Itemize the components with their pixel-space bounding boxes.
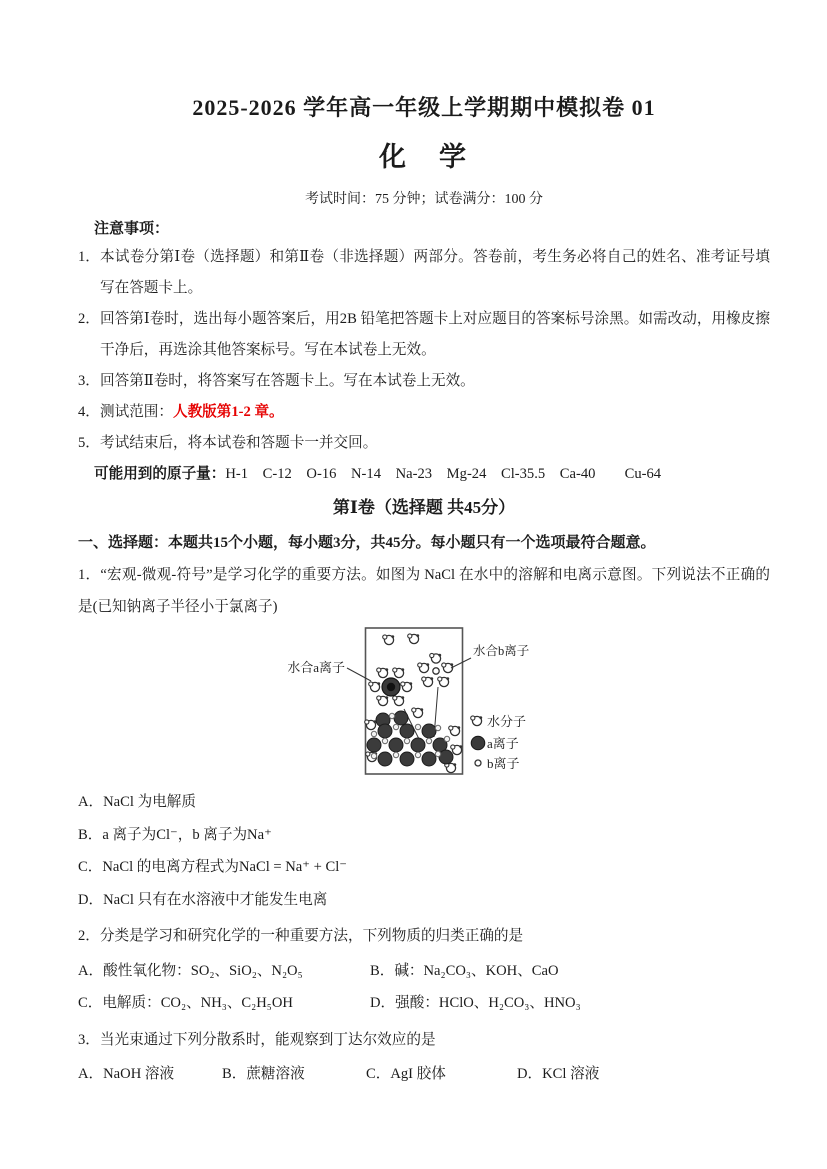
nacl-dissolution-diagram [288,625,540,783]
question2-option-d [370,987,770,1020]
crystal-lattice-group [365,708,463,773]
hydrated-a-label: 水合a离子 [288,660,345,675]
option-label: D． [370,995,396,1011]
atomic-masses-line [94,459,770,489]
notice-item-text: 回答第Ⅰ卷时，选出每小题答案后，用2B 铅笔把答题卡上对应题目的答案标号涂黑。如需改动，用橡皮擦干净后，再选涂其他答案标号。写在本试卷上无效。 [100,311,770,358]
legend-a-ion [471,736,519,751]
option-label: A． [78,794,104,810]
dissolution-diagram-svg [288,625,540,783]
option-label: A． [78,1066,104,1082]
notice-item-number: 5． [78,435,100,451]
notice-item-text: 本试卷分第Ⅰ卷（选择题）和第Ⅱ卷（非选择题）两部分。答卷前，考生务必将自己的姓名、准考证号填写在答题卡上。 [100,249,770,296]
notice-item-number: 1． [78,249,100,265]
question1-options [78,786,770,916]
notice-item-text: 考试结束后，将本试卷和答题卡一并交回。 [100,435,378,451]
option-text: 蔗糖溶液 [246,1066,305,1082]
notice-item-3 [78,366,770,397]
question3-options [78,1058,770,1091]
question3-stem: 3．当光束通过下列分散系时，能观察到丁达尔效应的是 [78,1031,436,1048]
option-label: B． [222,1066,247,1082]
section1-intro: 一、选择题：本题共15个小题，每小题3分，共45分。每小题只有一个选项最符合题意。 [78,535,656,551]
option-text: 酸性氧化物：SO₂、SiO₂、N₂O₅ [103,962,303,979]
option-text: NaCl 的电离方程式为NaCl = Na⁺ + Cl⁻ [102,859,348,875]
option-text: NaCl 只有在水溶液中才能发生电离 [103,891,328,908]
section1-header: 第Ⅰ卷（选择题 共45分） [332,498,516,517]
notice-item-2 [78,304,770,366]
option-text: KCl 溶液 [542,1066,600,1082]
notice-item-number: 3． [78,373,100,389]
legend-water-molecule [471,714,526,729]
option-label: D． [78,891,104,908]
legend-b-label: b离子 [487,756,520,771]
hydrated-a-ion-group [369,668,413,706]
page-title: 2025-2026 学年高一年级上学期期中模拟卷 01 [192,95,656,120]
notice-item-number: 2． [78,311,100,327]
option-label: C． [78,995,103,1011]
option-label: D． [517,1066,543,1082]
option-label: B． [78,826,103,843]
option-text: a 离子为Cl⁻，b 离子为Na⁺ [102,826,272,843]
option-text: 电解质：CO₂、NH₃、C₂H₅OH [102,995,293,1011]
hydrated-a-leader-line [347,668,371,681]
question1-option-a [78,786,770,819]
notice-item-1 [78,242,770,304]
question3-option-b [222,1058,366,1091]
exam-content [78,0,770,1091]
free-water-molecules [383,634,420,645]
option-label: A． [78,962,104,979]
option-text: NaCl 为电解质 [103,794,196,810]
notice-item-text: 测试范围： [100,404,173,420]
question3-option-d [517,1058,599,1091]
notice-list [78,242,770,459]
question1-option-d [78,884,770,917]
atomic-masses-label: 可能用到的原子量： [94,466,226,482]
question3-option-c [366,1058,517,1091]
question2-option-b [370,955,770,988]
notice-item-4 [78,397,770,428]
atomic-masses-values: H-1 C-12 O-16 N-14 Na-23 Mg-24 Cl-35.5 Ca-40 Cu-64 [225,466,662,482]
question2-option-a [78,955,370,988]
option-text: AgI 胶体 [390,1066,446,1082]
question1-option-b [78,819,770,852]
option-label: C． [78,859,103,875]
notice-item-number: 4． [78,404,100,420]
exam-info: 考试时间：75 分钟；试卷满分：100 分 [305,192,543,207]
subject-title: 化 学 [379,142,469,172]
question1-option-c [78,851,770,884]
legend-a-label: a离子 [487,736,519,751]
question2-option-c [78,987,370,1020]
hydrated-b-label: 水合b离子 [473,644,530,658]
test-scope-highlight: 人教版第1-2 章。 [172,404,284,420]
option-text: 强酸：HClO、H₂CO₃、HNO₃ [395,995,581,1011]
question3-option-a [78,1058,222,1091]
legend-b-ion [475,756,520,771]
legend-water-label: 水分子 [487,714,527,729]
option-text: NaOH 溶液 [103,1066,175,1082]
notice-item-text: 回答第Ⅱ卷时，将答案写在答题卡上。写在本试卷上无效。 [100,373,475,389]
notice-item-5 [78,428,770,459]
question1-stem: 1．“宏观-微观-符号”是学习化学的重要方法。如图为 NaCl 在水中的溶解和电离示意图。下列说法不正确的是(已知钠离子半径小于氯离子) [78,567,770,615]
notice-heading: 注意事项： [94,221,170,237]
hydrated-b-ion-group [418,653,454,686]
option-text: 碱：Na₂CO₃、KOH、CaO [394,962,559,979]
hydrated-b-leader-line [451,658,471,668]
question2-stem: 2．分类是学习和研究化学的一种重要方法，下列物质的归类正确的是 [78,928,524,944]
option-label: C． [366,1066,391,1082]
option-label: B． [370,962,395,979]
question2-options [78,955,770,1020]
